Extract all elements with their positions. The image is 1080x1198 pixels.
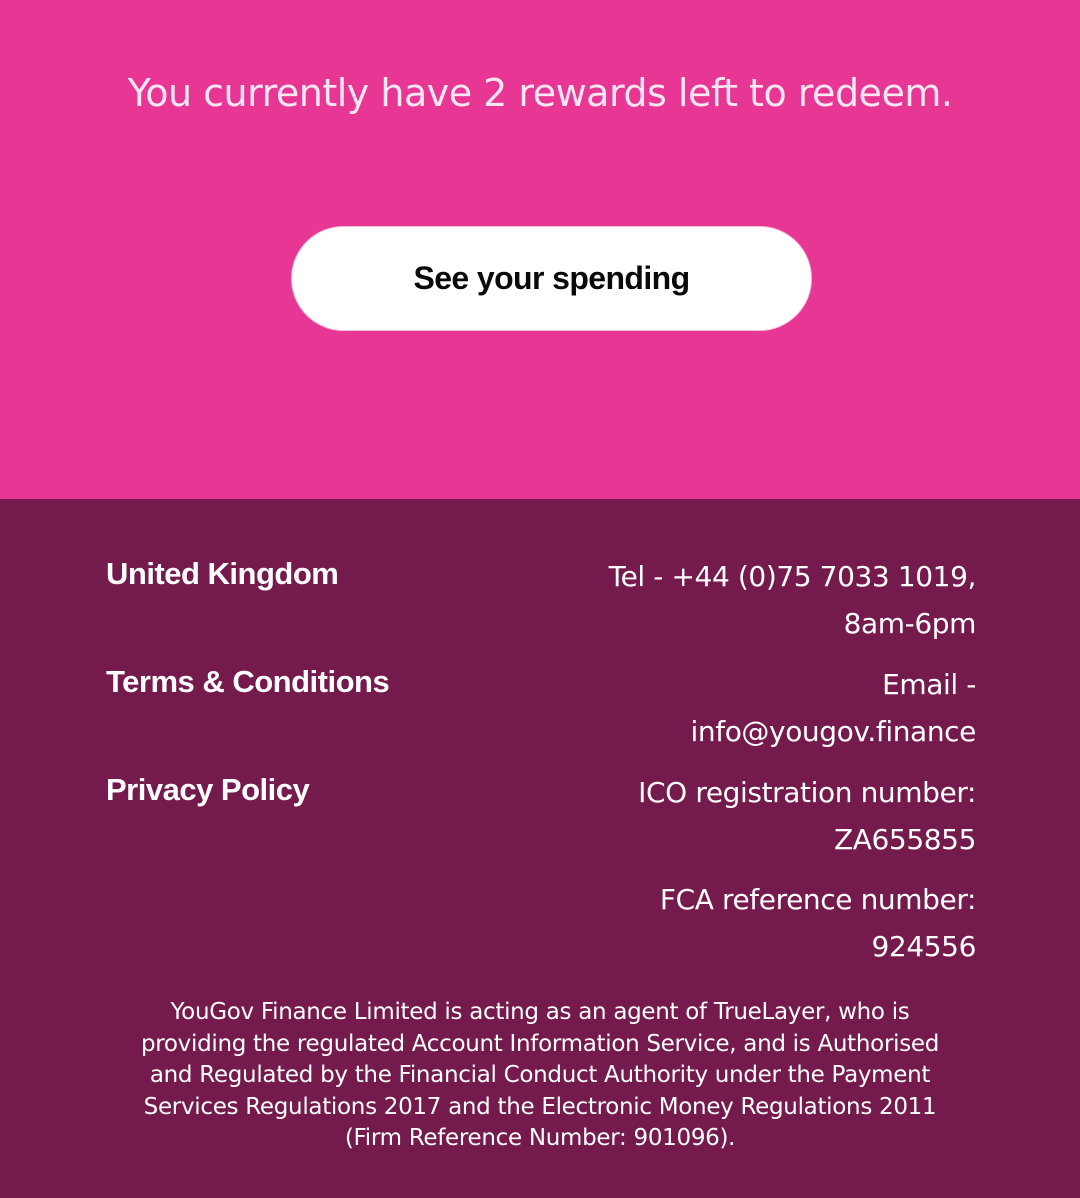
disclaimer-line: Services Regulations 2017 and the Electronic Money Regulations 2011 (143, 1093, 937, 1120)
ico-registration-number: ZA655855 (833, 823, 976, 856)
email-label: Email - (882, 668, 976, 701)
fca-reference-info (516, 876, 976, 970)
email-info (516, 661, 976, 755)
fca-reference-number: 924556 (871, 930, 976, 963)
privacy-policy-link[interactable]: Privacy Policy (106, 772, 310, 807)
telephone-number[interactable]: Tel - +44 (0)75 7033 1019, (608, 560, 976, 593)
disclaimer-line: (Firm Reference Number: 901096). (344, 1125, 736, 1152)
rewards-remaining-message: You currently have 2 rewards left to redeem. (127, 71, 953, 115)
email-address[interactable]: info@yougov.finance (690, 715, 976, 748)
ico-registration-info (516, 769, 976, 863)
page-footer (0, 499, 1080, 1198)
disclaimer-line: and Regulated by the Financial Conduct Authority under the Payment (149, 1062, 931, 1089)
ico-registration-label: ICO registration number: (638, 776, 976, 809)
country-link-united-kingdom[interactable]: United Kingdom (106, 556, 339, 591)
disclaimer-line: providing the regulated Account Information Service, and is Authorised (140, 1030, 940, 1057)
rewards-hero (0, 0, 1080, 499)
see-your-spending-button[interactable]: See your spending (291, 226, 812, 331)
regulatory-disclaimer (100, 997, 980, 1155)
telephone-info (516, 553, 976, 647)
telephone-hours: 8am-6pm (843, 607, 976, 640)
terms-conditions-link[interactable]: Terms & Conditions (106, 664, 390, 699)
disclaimer-line: YouGov Finance Limited is acting as an agent of TrueLayer, who is (170, 999, 910, 1025)
fca-reference-label: FCA reference number: (659, 883, 976, 916)
